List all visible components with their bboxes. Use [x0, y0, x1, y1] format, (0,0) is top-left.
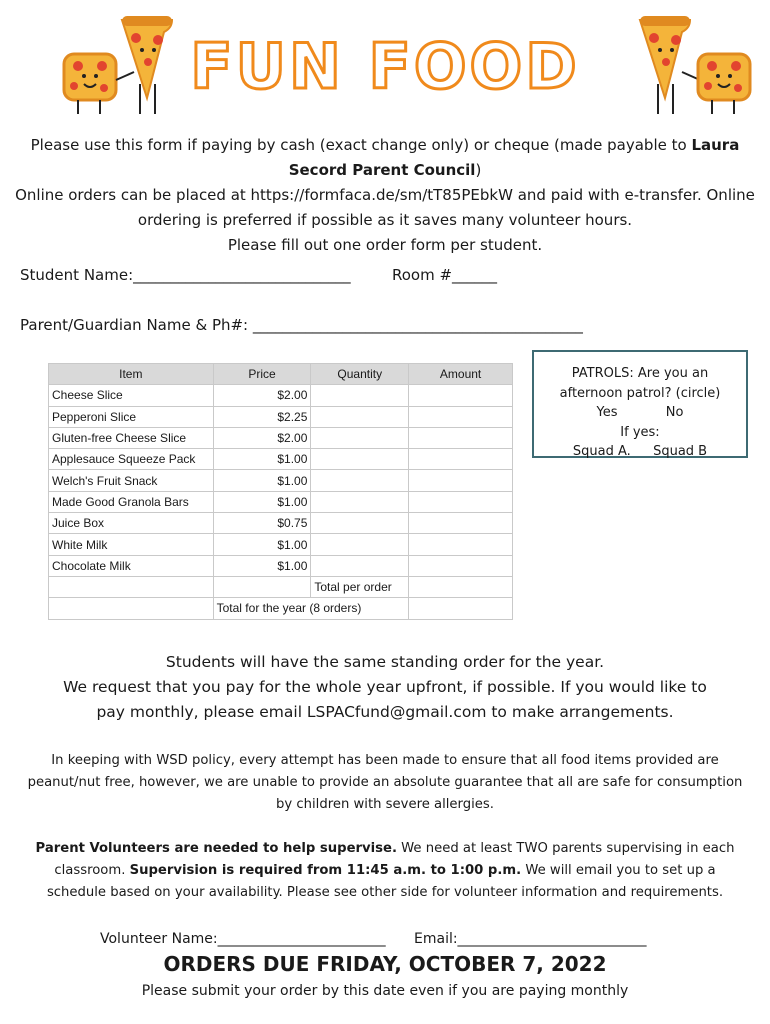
amount-cell[interactable] [409, 427, 513, 448]
header-price: Price [213, 364, 311, 385]
amount-cell[interactable] [409, 491, 513, 512]
volunteer-info-text: Parent Volunteers are needed to help supervise. We need at least TWO parents supervising in each classroom. Supervision is required from 11:45 a.m. to 1:00 p.m. We will email you to set up a schedule based on your availability. Please see other side for volunteer information and requirements. [35, 841, 735, 900]
intro-text [0, 133, 770, 258]
quantity-cell[interactable] [311, 406, 409, 427]
table-row [49, 555, 513, 576]
volunteer-name-field[interactable]: Volunteer Name:________________________ [100, 931, 386, 947]
item-price: $2.00 [213, 427, 311, 448]
item-price: $1.00 [213, 449, 311, 470]
amount-cell[interactable] [409, 513, 513, 534]
quantity-cell[interactable] [311, 449, 409, 470]
quantity-cell[interactable] [311, 555, 409, 576]
total-year-label: Total for the year (8 orders) [213, 598, 409, 619]
item-price: $1.00 [213, 491, 311, 512]
standing-line-2: We request that you pay for the whole year upfront, if possible. If you would like to pay monthly, please email LSPACfund@gmail.com to make arrangements. [63, 678, 707, 721]
patrol-yes-option[interactable]: Yes [596, 405, 618, 420]
table-row [49, 449, 513, 470]
patrol-box [532, 350, 748, 458]
amount-cell[interactable] [409, 385, 513, 406]
table-row [49, 491, 513, 512]
intro-line-2: Online orders can be placed at https://formfaca.de/sm/tT85PEbkW and paid with e-transfer. Online ordering is preferred if possible as it saves many volunteer hours. [15, 186, 755, 229]
item-price: $1.00 [213, 470, 311, 491]
quantity-cell[interactable] [311, 385, 409, 406]
intro-line-3: Please fill out one order form per student. [227, 236, 543, 254]
item-price: $1.00 [213, 534, 311, 555]
item-name: Chocolate Milk [49, 555, 214, 576]
room-field[interactable]: Room #______ [392, 266, 498, 284]
total-year-cell[interactable] [409, 598, 513, 619]
student-name-field[interactable]: Student Name:_____________________________ [20, 266, 351, 284]
volunteers-needed-label: Parent Volunteers are needed to help supervise. [35, 841, 397, 856]
quantity-cell[interactable] [311, 491, 409, 512]
total-per-order-row [49, 576, 513, 597]
supervision-time-label: Supervision is required from 11:45 a.m. to 1:00 p.m. [129, 863, 522, 878]
quantity-cell[interactable] [311, 470, 409, 491]
total-year-row [49, 598, 513, 619]
item-name: Gluten-free Cheese Slice [49, 427, 214, 448]
quantity-cell[interactable] [311, 513, 409, 534]
item-name: Made Good Granola Bars [49, 491, 214, 512]
standing-line-1: Students will have the same standing order for the year. [165, 653, 605, 671]
item-price: $2.00 [213, 385, 311, 406]
patrol-choice-row [534, 403, 746, 423]
header-quantity: Quantity [311, 364, 409, 385]
item-name: Cheese Slice [49, 385, 214, 406]
order-table [48, 363, 513, 620]
item-price: $2.25 [213, 406, 311, 427]
item-name: Juice Box [49, 513, 214, 534]
table-header-row [49, 364, 513, 385]
parent-guardian-field[interactable]: Parent/Guardian Name & Ph#: ____________________________________________ [20, 316, 583, 334]
quantity-cell[interactable] [311, 534, 409, 555]
table-row [49, 470, 513, 491]
header-amount: Amount [409, 364, 513, 385]
amount-cell[interactable] [409, 534, 513, 555]
submit-note: Please submit your order by this date even if you are paying monthly [141, 983, 629, 999]
squad-a-option[interactable]: Squad A [572, 444, 627, 459]
table-row [49, 406, 513, 427]
orders-due-heading: ORDERS DUE FRIDAY, OCTOBER 7, 2022 [163, 952, 607, 976]
patrol-no-option[interactable]: No [665, 405, 684, 420]
page-title: FUN FOOD [190, 30, 580, 103]
amount-cell[interactable] [409, 449, 513, 470]
allergy-policy-text: In keeping with WSD policy, every attempt has been made to ensure that all food items provided are peanut/nut free, however, we are unable to provide an absolute guarantee that all are safe for consumption by children with severe allergies. [27, 753, 743, 812]
table-row [49, 513, 513, 534]
standing-order-text [0, 650, 770, 725]
item-name: Applesauce Squeeze Pack [49, 449, 214, 470]
item-price: $0.75 [213, 513, 311, 534]
squad-b-option[interactable]: Squad B [653, 444, 708, 459]
patrol-squad-row: Squad A. Squad B [572, 444, 708, 459]
item-price: $1.00 [213, 555, 311, 576]
patrol-if-yes-label: If yes: [620, 424, 660, 440]
amount-cell[interactable] [409, 406, 513, 427]
header-item: Item [49, 364, 214, 385]
intro-line-1: Please use this form if paying by cash (exact change only) or cheque (made payable to Laura Secord Parent Council) [30, 136, 740, 179]
volunteer-email-field[interactable]: Email:___________________________ [414, 931, 647, 947]
amount-cell[interactable] [409, 555, 513, 576]
item-name: White Milk [49, 534, 214, 555]
quantity-cell[interactable] [311, 427, 409, 448]
patrol-question: PATROLS: Are you an afternoon patrol? (circle) [559, 366, 721, 401]
total-per-order-cell[interactable] [409, 576, 513, 597]
total-per-order-label: Total per order [311, 576, 409, 597]
amount-cell[interactable] [409, 470, 513, 491]
table-row [49, 427, 513, 448]
item-name: Pepperoni Slice [49, 406, 214, 427]
item-name: Welch's Fruit Snack [49, 470, 214, 491]
table-row [49, 385, 513, 406]
table-row [49, 534, 513, 555]
